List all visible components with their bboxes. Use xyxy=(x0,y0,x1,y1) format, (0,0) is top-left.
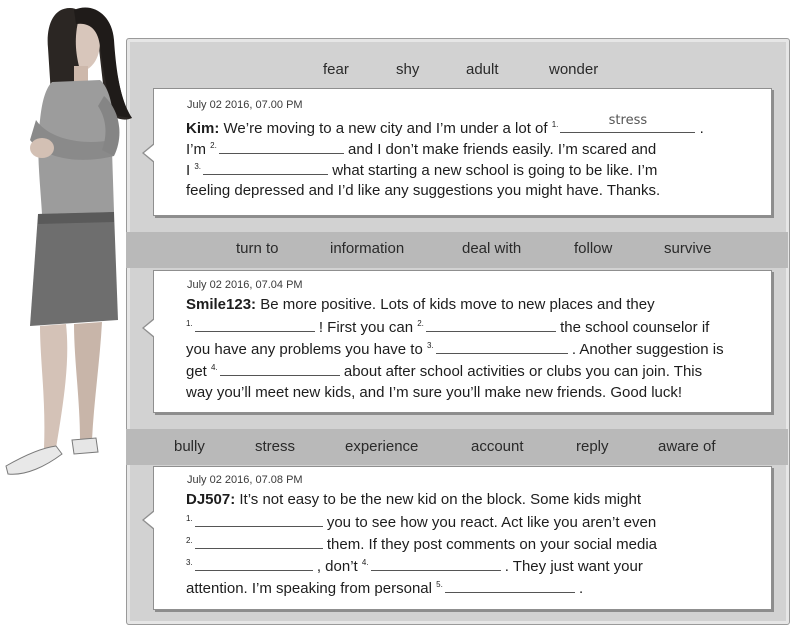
wordbank-word: aware of xyxy=(658,438,716,455)
wordbank-word: deal with xyxy=(462,240,522,257)
post-timestamp: July 02 2016, 07.08 PM xyxy=(187,474,303,486)
post-text: the school counselor if xyxy=(560,319,710,336)
blank-number: 4. xyxy=(361,558,369,567)
wordbank-word: adult xyxy=(466,61,499,78)
wordbank-word: fear xyxy=(323,61,349,78)
answer-blank[interactable] xyxy=(219,140,344,154)
post-line xyxy=(186,340,724,358)
post-line xyxy=(186,140,656,158)
post-line xyxy=(186,491,641,508)
post-text: them. If they post comments on your social media xyxy=(326,536,657,553)
blank-number: 2. xyxy=(417,319,424,328)
speech-tail xyxy=(142,510,154,530)
filled-answer: stress xyxy=(608,113,648,128)
blank-number: 2. xyxy=(210,141,217,150)
blank-number: 3. xyxy=(186,558,193,567)
post-text: . xyxy=(578,580,584,597)
post-author: Smile123: xyxy=(186,296,257,313)
answer-blank[interactable] xyxy=(195,557,313,571)
wordbank-word: information xyxy=(330,240,405,257)
post-line xyxy=(186,296,655,313)
post-text: you to see how you react. Act like you aren’t even xyxy=(326,514,657,531)
answer-blank[interactable] xyxy=(371,557,501,571)
answer-blank[interactable] xyxy=(195,513,323,527)
answer-blank[interactable] xyxy=(195,535,323,549)
post-timestamp: July 02 2016, 07.04 PM xyxy=(187,279,303,291)
wordbank-word: turn to xyxy=(236,240,279,257)
post-text: what starting a new school is going to be like. I’m xyxy=(332,162,658,179)
answer-blank[interactable] xyxy=(203,161,328,175)
answer-blank[interactable] xyxy=(195,318,315,332)
answer-blank[interactable] xyxy=(426,318,556,332)
speech-tail xyxy=(142,143,154,163)
post-text: . They just want your xyxy=(504,558,643,575)
wordbank-word: shy xyxy=(396,61,420,78)
post-text: I xyxy=(186,162,191,179)
forum-post-kim xyxy=(153,88,772,216)
wordbank-word: account xyxy=(471,438,524,455)
post-line xyxy=(186,535,657,553)
post-line xyxy=(186,513,656,531)
post-text: about after school activities or clubs you can join. This xyxy=(343,363,703,380)
answer-blank[interactable] xyxy=(436,340,568,354)
post-author: DJ507: xyxy=(186,491,236,508)
post-line xyxy=(186,113,704,137)
wordbank-word: wonder xyxy=(549,61,599,78)
blank-number: 4. xyxy=(211,363,218,372)
post-text: you have any problems you have to xyxy=(186,341,423,358)
wordbank-word: experience xyxy=(345,438,419,455)
post-text: It’s not easy to be the new kid on the block. Some kids might xyxy=(239,491,641,508)
post-text: , don’t xyxy=(316,558,358,575)
blank-number: 3. xyxy=(427,341,434,350)
answer-blank[interactable] xyxy=(560,113,695,133)
forum-post-dj507 xyxy=(153,466,772,610)
post-text: get xyxy=(186,363,207,380)
post-line xyxy=(186,579,583,597)
post-line xyxy=(186,362,702,380)
post-line xyxy=(186,318,709,336)
post-text: and I don’t make friends easily. I’m scared and xyxy=(348,141,657,158)
post-line: feeling depressed and I’d like any suggestions you might have. Thanks. xyxy=(186,182,661,199)
answer-blank[interactable] xyxy=(220,362,340,376)
post-line xyxy=(186,161,657,179)
post-text: Be more positive. Lots of kids move to new places and they xyxy=(260,296,655,313)
speech-tail xyxy=(142,318,154,338)
wordbank-word: survive xyxy=(664,240,712,257)
blank-number: 1. xyxy=(551,120,559,129)
post-author: Kim: xyxy=(186,120,220,137)
blank-number: 1. xyxy=(186,319,193,328)
blank-number: 3. xyxy=(194,162,202,171)
forum-post-smile123 xyxy=(153,270,772,413)
post-text: . xyxy=(699,120,704,137)
post-text: I’m xyxy=(186,141,206,158)
post-line: way you’ll meet new kids, and I’m sure you’ll make new friends. Good luck! xyxy=(186,384,683,401)
post-text: attention. I’m speaking from personal xyxy=(186,580,432,597)
wordbank-word: reply xyxy=(576,438,609,455)
blank-number: 5. xyxy=(436,580,443,589)
post-text: ! First you can xyxy=(318,319,414,336)
post-timestamp: July 02 2016, 07.00 PM xyxy=(187,99,303,111)
woman-illustration-icon xyxy=(0,0,140,480)
post-text: . Another suggestion is xyxy=(571,341,724,358)
wordbank-word: follow xyxy=(574,240,613,257)
blank-number: 1. xyxy=(186,514,193,523)
answer-blank[interactable] xyxy=(445,579,575,593)
wordbank-word: bully xyxy=(174,438,205,455)
blank-number: 2. xyxy=(186,536,193,545)
post-text: We’re moving to a new city and I’m under a lot of xyxy=(223,120,548,137)
post-line xyxy=(186,557,643,575)
wordbank-word: stress xyxy=(255,438,296,455)
